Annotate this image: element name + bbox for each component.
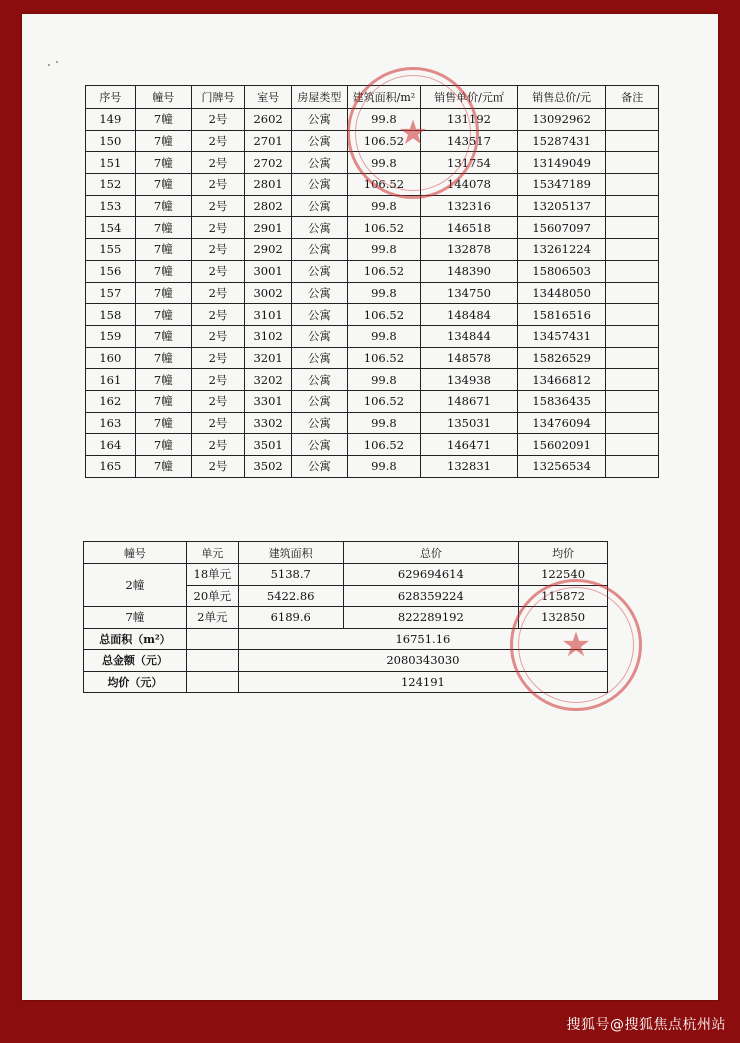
table-cell	[606, 282, 659, 304]
table-cell: 99.8	[347, 239, 421, 261]
table-cell: 3101	[245, 304, 292, 326]
table-cell: 3201	[245, 347, 292, 369]
summary-building-cell: 7幢	[84, 607, 187, 629]
table-cell: 2号	[191, 217, 244, 239]
table-cell: 13457431	[517, 325, 606, 347]
table-cell: 2号	[191, 434, 244, 456]
table-cell: 3301	[245, 390, 292, 412]
table-cell: 132878	[421, 239, 518, 261]
table-row	[86, 195, 659, 217]
table-row	[86, 174, 659, 196]
summary-area-cell: 5422.86	[238, 585, 343, 607]
table-cell: 公寓	[292, 174, 347, 196]
table-cell: 2号	[191, 282, 244, 304]
table-cell: 7幢	[135, 369, 191, 391]
table-row	[86, 109, 659, 131]
average-price-value: 124191	[238, 671, 607, 693]
table-cell: 15602091	[517, 434, 606, 456]
table-cell: 13448050	[517, 282, 606, 304]
table-cell: 公寓	[292, 412, 347, 434]
table-cell: 164	[86, 434, 136, 456]
table-cell: 106.52	[347, 434, 421, 456]
table-cell: 150	[86, 130, 136, 152]
table-row	[86, 239, 659, 261]
table-cell: 106.52	[347, 304, 421, 326]
source-watermark: 搜狐号@搜狐焦点杭州站	[566, 1017, 726, 1033]
table-cell: 2号	[191, 109, 244, 131]
table-cell: 公寓	[292, 217, 347, 239]
table-cell: 公寓	[292, 152, 347, 174]
table-cell: 2901	[245, 217, 292, 239]
table-cell: 2号	[191, 304, 244, 326]
table-cell: 2号	[191, 152, 244, 174]
table-cell: 135031	[421, 412, 518, 434]
table-cell: 134750	[421, 282, 518, 304]
summary-area-cell: 5138.7	[238, 564, 343, 586]
table-cell: 公寓	[292, 260, 347, 282]
summary-table	[83, 541, 608, 693]
seal-star-icon: ★	[560, 625, 592, 665]
table-cell: 161	[86, 369, 136, 391]
table-cell: 2号	[191, 239, 244, 261]
document-page	[22, 14, 718, 1000]
table-cell: 公寓	[292, 347, 347, 369]
table-cell	[606, 109, 659, 131]
table-cell: 公寓	[292, 434, 347, 456]
table-cell: 15607097	[517, 217, 606, 239]
table-cell: 公寓	[292, 325, 347, 347]
header-cell: 房屋类型	[292, 86, 347, 109]
table-cell: 2号	[191, 130, 244, 152]
empty-cell	[186, 650, 238, 672]
table-cell	[606, 456, 659, 478]
table-cell: 13149049	[517, 152, 606, 174]
summary-total-area-row	[84, 628, 608, 650]
table-cell: 7幢	[135, 260, 191, 282]
table-cell: 2号	[191, 174, 244, 196]
table-cell: 154	[86, 217, 136, 239]
table-cell: 13476094	[517, 412, 606, 434]
price-table-header-row	[86, 86, 659, 109]
table-cell: 106.52	[347, 130, 421, 152]
table-cell: 132316	[421, 195, 518, 217]
table-cell: 99.8	[347, 369, 421, 391]
summary-avg-cell: 132850	[519, 607, 608, 629]
table-cell: 160	[86, 347, 136, 369]
table-cell: 3002	[245, 282, 292, 304]
table-cell: 3202	[245, 369, 292, 391]
header-cell: 销售单价/元㎡	[421, 86, 518, 109]
table-cell: 7幢	[135, 195, 191, 217]
table-cell: 163	[86, 412, 136, 434]
table-cell	[606, 325, 659, 347]
table-cell: 2号	[191, 390, 244, 412]
table-cell: 7幢	[135, 390, 191, 412]
table-cell: 134844	[421, 325, 518, 347]
table-cell: 148484	[421, 304, 518, 326]
summary-avg-cell: 122540	[519, 564, 608, 586]
table-cell: 99.8	[347, 282, 421, 304]
table-cell	[606, 174, 659, 196]
table-cell	[606, 434, 659, 456]
table-row	[86, 325, 659, 347]
table-cell: 公寓	[292, 109, 347, 131]
table-cell: 99.8	[347, 195, 421, 217]
table-cell: 152	[86, 174, 136, 196]
table-cell: 公寓	[292, 239, 347, 261]
header-cell: 销售总价/元	[517, 86, 606, 109]
summary-total-amount-row	[84, 650, 608, 672]
table-cell: 13256534	[517, 456, 606, 478]
table-cell	[606, 369, 659, 391]
table-cell: 99.8	[347, 325, 421, 347]
average-price-label: 均价（元）	[84, 671, 187, 693]
summary-header-avg: 均价	[519, 542, 608, 564]
total-area-label: 总面积（m²）	[84, 628, 187, 650]
table-cell: 15287431	[517, 130, 606, 152]
table-cell: 2号	[191, 347, 244, 369]
seal-star-icon: ★	[397, 113, 429, 153]
summary-area-cell: 6189.6	[238, 607, 343, 629]
table-cell: 99.8	[347, 152, 421, 174]
table-cell: 公寓	[292, 369, 347, 391]
paper-speck	[48, 64, 50, 66]
summary-header-row	[84, 542, 608, 564]
table-cell: 151	[86, 152, 136, 174]
table-cell: 公寓	[292, 195, 347, 217]
table-cell: 149	[86, 109, 136, 131]
table-cell: 2802	[245, 195, 292, 217]
table-cell: 162	[86, 390, 136, 412]
table-row	[86, 390, 659, 412]
table-row	[86, 152, 659, 174]
paper-speck	[56, 61, 58, 63]
table-cell: 2号	[191, 195, 244, 217]
table-cell: 2801	[245, 174, 292, 196]
table-cell: 155	[86, 239, 136, 261]
table-cell: 106.52	[347, 217, 421, 239]
table-cell: 7幢	[135, 152, 191, 174]
table-cell: 7幢	[135, 109, 191, 131]
table-cell: 3302	[245, 412, 292, 434]
table-cell	[606, 260, 659, 282]
table-row	[86, 304, 659, 326]
table-cell: 13466812	[517, 369, 606, 391]
table-cell: 2702	[245, 152, 292, 174]
table-row	[86, 130, 659, 152]
price-table	[85, 85, 659, 478]
table-cell	[606, 217, 659, 239]
table-cell: 7幢	[135, 217, 191, 239]
table-cell: 7幢	[135, 434, 191, 456]
table-cell: 7幢	[135, 282, 191, 304]
total-area-value: 16751.16	[238, 628, 607, 650]
table-cell: 144078	[421, 174, 518, 196]
summary-unit-cell: 20单元	[186, 585, 238, 607]
table-cell: 3501	[245, 434, 292, 456]
summary-header-unit: 单元	[186, 542, 238, 564]
table-cell: 132831	[421, 456, 518, 478]
summary-header-building: 幢号	[84, 542, 187, 564]
table-cell: 3502	[245, 456, 292, 478]
table-row	[86, 260, 659, 282]
table-cell: 公寓	[292, 304, 347, 326]
table-cell: 7幢	[135, 239, 191, 261]
table-cell: 13205137	[517, 195, 606, 217]
table-cell: 2902	[245, 239, 292, 261]
table-row	[86, 456, 659, 478]
table-cell: 2号	[191, 369, 244, 391]
table-cell: 99.8	[347, 456, 421, 478]
table-cell: 7幢	[135, 174, 191, 196]
table-cell	[606, 195, 659, 217]
table-cell: 7幢	[135, 347, 191, 369]
table-cell: 106.52	[347, 390, 421, 412]
table-cell: 146518	[421, 217, 518, 239]
header-cell: 序号	[86, 86, 136, 109]
table-cell: 106.52	[347, 347, 421, 369]
table-cell: 106.52	[347, 260, 421, 282]
table-cell: 158	[86, 304, 136, 326]
table-cell: 106.52	[347, 174, 421, 196]
header-cell: 建筑面积/m²	[347, 86, 421, 109]
table-row	[86, 282, 659, 304]
table-cell: 7幢	[135, 304, 191, 326]
total-amount-label: 总金额（元）	[84, 650, 187, 672]
table-cell: 7幢	[135, 130, 191, 152]
table-cell: 165	[86, 456, 136, 478]
table-cell: 13092962	[517, 109, 606, 131]
table-cell: 143517	[421, 130, 518, 152]
table-cell	[606, 347, 659, 369]
summary-total-cell: 628359224	[343, 585, 519, 607]
price-table-body	[86, 109, 659, 478]
table-row	[86, 412, 659, 434]
table-cell: 公寓	[292, 390, 347, 412]
table-cell: 15836435	[517, 390, 606, 412]
summary-avg-cell: 115872	[519, 585, 608, 607]
summary-header-total: 总价	[343, 542, 519, 564]
table-cell: 153	[86, 195, 136, 217]
table-cell: 99.8	[347, 109, 421, 131]
table-cell: 131754	[421, 152, 518, 174]
summary-row	[84, 564, 608, 586]
table-cell: 公寓	[292, 130, 347, 152]
table-cell: 15816516	[517, 304, 606, 326]
table-cell: 3001	[245, 260, 292, 282]
table-row	[86, 434, 659, 456]
summary-total-cell: 629694614	[343, 564, 519, 586]
table-cell: 15806503	[517, 260, 606, 282]
summary-unit-cell: 18单元	[186, 564, 238, 586]
table-cell: 2602	[245, 109, 292, 131]
table-cell	[606, 390, 659, 412]
table-cell: 148578	[421, 347, 518, 369]
table-cell: 2号	[191, 325, 244, 347]
table-cell	[606, 304, 659, 326]
empty-cell	[186, 628, 238, 650]
empty-cell	[186, 671, 238, 693]
summary-unit-cell: 2单元	[186, 607, 238, 629]
header-cell: 备注	[606, 86, 659, 109]
table-cell: 134938	[421, 369, 518, 391]
summary-total-cell: 822289192	[343, 607, 519, 629]
summary-building-cell: 2幢	[84, 564, 187, 607]
table-cell: 15347189	[517, 174, 606, 196]
table-cell: 公寓	[292, 282, 347, 304]
table-cell: 157	[86, 282, 136, 304]
header-cell: 门牌号	[191, 86, 244, 109]
table-cell: 148671	[421, 390, 518, 412]
table-cell: 2号	[191, 412, 244, 434]
summary-row	[84, 607, 608, 629]
table-cell: 146471	[421, 434, 518, 456]
table-cell: 公寓	[292, 456, 347, 478]
table-cell: 7幢	[135, 325, 191, 347]
table-cell: 159	[86, 325, 136, 347]
total-amount-value: 2080343030	[238, 650, 607, 672]
table-cell: 3102	[245, 325, 292, 347]
table-cell: 2号	[191, 456, 244, 478]
table-row	[86, 369, 659, 391]
table-cell: 156	[86, 260, 136, 282]
table-cell: 131192	[421, 109, 518, 131]
table-cell: 99.8	[347, 412, 421, 434]
table-cell: 7幢	[135, 412, 191, 434]
header-cell: 幢号	[135, 86, 191, 109]
table-cell: 13261224	[517, 239, 606, 261]
header-cell: 室号	[245, 86, 292, 109]
table-cell	[606, 130, 659, 152]
table-cell: 2号	[191, 260, 244, 282]
summary-header-area: 建筑面积	[238, 542, 343, 564]
table-cell: 7幢	[135, 456, 191, 478]
table-cell: 15826529	[517, 347, 606, 369]
table-cell	[606, 412, 659, 434]
table-cell: 148390	[421, 260, 518, 282]
table-cell: 2701	[245, 130, 292, 152]
table-row	[86, 347, 659, 369]
summary-average-price-row	[84, 671, 608, 693]
table-row	[86, 217, 659, 239]
table-cell	[606, 152, 659, 174]
table-cell	[606, 239, 659, 261]
